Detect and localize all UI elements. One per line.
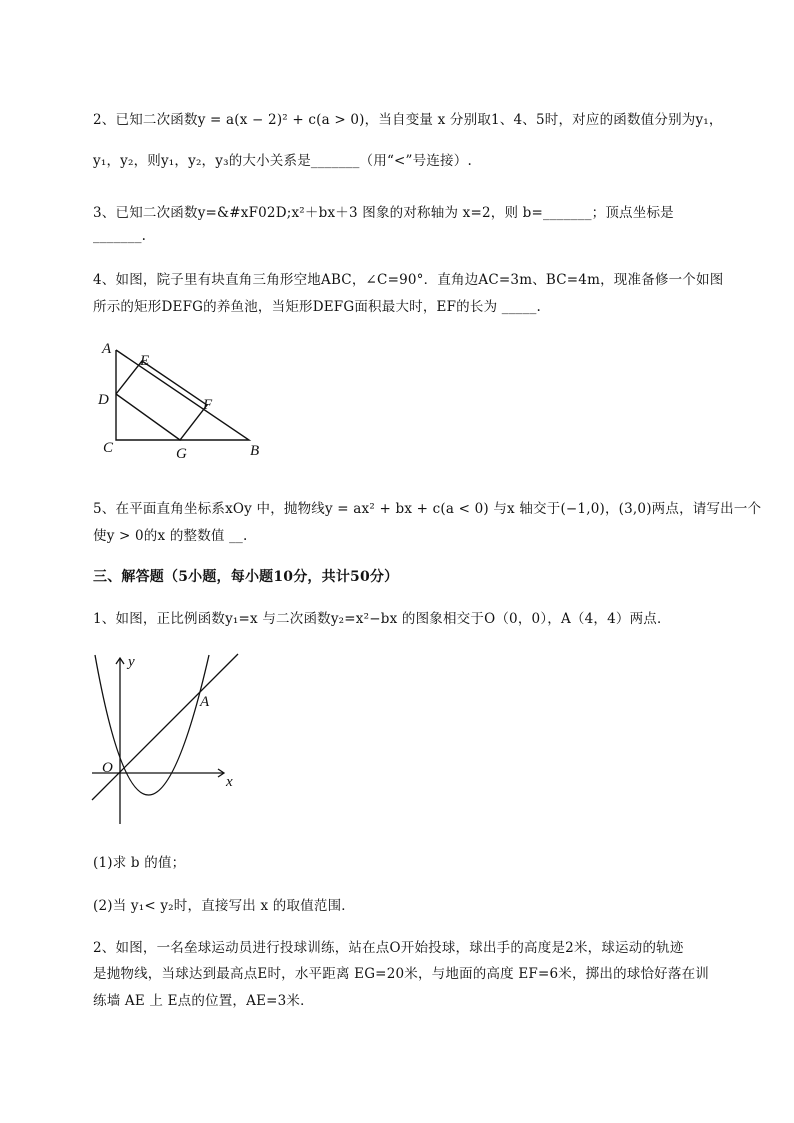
triangle-figure — [95, 335, 275, 465]
graph-figure — [88, 650, 248, 828]
label-f: F — [203, 397, 213, 413]
label-x: x — [226, 774, 233, 790]
question-5-line-1: 5、在平面直角坐标系xOy 中，抛物线y = ax² + bx + c(a < 0) 与x 轴交于(−1,0)，(3,0)两点，请写出一个 — [93, 501, 762, 517]
rectangle-defg — [116, 361, 207, 440]
question-4-line-2: 所示的矩形DEFG的养鱼池，当矩形DEFG面积最大时，EF的长为 _____. — [93, 299, 542, 315]
solve-1-part-1: (1)求 b 的值； — [93, 855, 186, 871]
question-4-line-1: 4、如图，院子里有块直角三角形空地ABC，∠C=90°．直角边AC=3m、BC=4m，现准备修一个如图 — [93, 272, 724, 288]
solve-2-line-3: 练墙 AE 上 E点的位置，AE=3米． — [93, 993, 314, 1009]
label-g: G — [176, 446, 187, 462]
question-2-line-1: 2、已知二次函数y = a(x − 2)² + c(a > 0)，当自变量 x 分别取1、4、5时，对应的函数值分别为y₁， — [93, 112, 723, 128]
question-2-line-2: y₁，y₂，则y₁，y₂，y₃的大小关系是_______（用“<”号连接）. — [93, 153, 472, 169]
label-a: A — [102, 341, 112, 357]
triangle-abc — [116, 350, 249, 440]
label-o: O — [102, 760, 113, 776]
label-e: E — [140, 353, 150, 369]
solve-2-line-2: 是抛物线，当球达到最高点E时，水平距离 EG=20米，与地面的高度 EF=6米，掷出的球恰好落在训 — [93, 966, 709, 982]
solve-1-part-2: (2)当 y₁< y₂时，直接写出 x 的取值范围． — [93, 898, 355, 914]
section-3-heading: 三、解答题（5小题，每小题10分，共计50分） — [93, 569, 399, 585]
solve-2-line-1: 2、如图，一名垒球运动员进行投球训练，站在点O开始投球，球出手的高度是2米，球运动的轨迹 — [93, 940, 684, 956]
label-b: B — [250, 443, 260, 459]
question-3-line-1: 3、已知二次函数y=&#xF02D;x²＋bx＋3 图象的对称轴为 x=2，则 b=_______；顶点坐标是 — [93, 205, 674, 221]
label-a-point: A — [200, 694, 210, 710]
solve-1-intro: 1、如图，正比例函数y₁=x 与二次函数y₂=x²−bx 的图象相交于O（0，0），A（4，4）两点． — [93, 611, 671, 627]
label-d: D — [98, 392, 109, 408]
question-3-line-2: _______. — [93, 228, 147, 244]
line-y1 — [92, 654, 238, 800]
label-y: y — [128, 654, 135, 670]
label-c: C — [103, 440, 114, 456]
question-5-line-2: 使y > 0的x 的整数值 __. — [93, 528, 248, 544]
